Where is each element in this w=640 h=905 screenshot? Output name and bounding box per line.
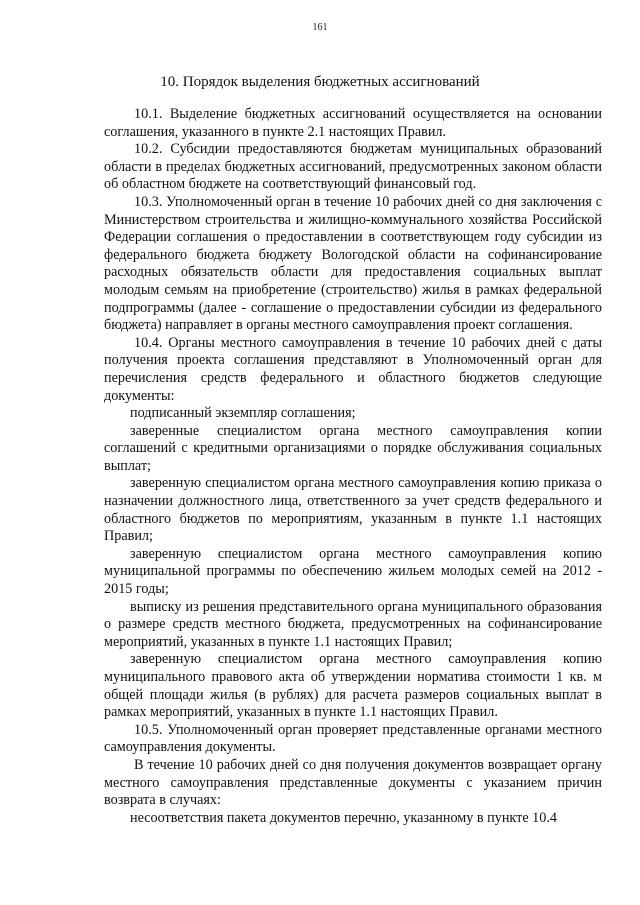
list-item: заверенную специалистом органа местного самоуправления копию муниципальной программы по обеспечению жильем молодых семей на 2012 - 2015 годы;: [104, 545, 602, 598]
paragraph-10-4: 10.4. Органы местного самоуправления в течение 10 рабочих дней с даты получения проекта соглашения представляют в Уполномоченный орган для перечисления средств федерального и областного бюджетов следующие документы:: [104, 334, 602, 404]
list-item: заверенную специалистом органа местного самоуправления копию приказа о назначении должностного лица, ответственного за учет средств федерального и областного бюджетов по мероприятиям, указанным в пункте 1.1 настоящих Правил;: [104, 475, 602, 545]
page-number: 161: [312, 22, 328, 33]
paragraph-return-docs: В течение 10 рабочих дней со дня получения документов возвращает органу местного самоуправления представленные документы с указанием причин возврата в случаях:: [104, 756, 602, 809]
paragraph-10-3: 10.3. Уполномоченный орган в течение 10 рабочих дней со дня заключения с Министерством строительства и жилищно-коммунального хозяйства Российской Федерации соглашения о предоставлении в соответствующем году субсидии из федерального бюджета бюджету Вологодской области на софинансирование расходных обязательств области для предоставления социальных выплат молодым семьям на приобретение (строительство) жилья в рамках федеральной подпрограммы (далее - соглашение о предоставлении субсидии из федерального бюджета) направляет в органы местного самоуправления проект соглашения.: [104, 193, 602, 334]
paragraph-10-5: 10.5. Уполномоченный орган проверяет представленные органами местного самоуправления документы.: [104, 721, 602, 756]
paragraph-10-2: 10.2. Субсидии предоставляются бюджетам муниципальных образований области в пределах бюджетных ассигнований, предусмотренных законом области об областном бюджете на соответствующий финансовый год.: [104, 141, 602, 193]
body-text: [104, 106, 602, 827]
section-heading: 10. Порядок выделения бюджетных ассигнований: [160, 74, 480, 90]
list-item: заверенные специалистом органа местного самоуправления копии соглашений с кредитными организациями о порядке обслуживания социальных выплат;: [104, 422, 602, 474]
list-item: выписку из решения представительного органа муниципального образования о размере средств местного бюджета, предусмотренных на софинансирование мероприятий, указанных в пункте 1.1 настоящих Правил;: [104, 598, 602, 650]
paragraph-10-1: 10.1. Выделение бюджетных ассигнований осуществляется на основании соглашения, указанного в пункте 2.1 настоящих Правил.: [104, 106, 602, 140]
list-item: несоответствия пакета документов перечню, указанному в пункте 10.4: [130, 809, 558, 826]
list-item: подписанный экземпляр соглашения;: [130, 405, 356, 422]
list-item: заверенную специалистом органа местного самоуправления копию муниципального правового акта об утверждении норматива стоимости 1 кв. м общей площади жилья (в рублях) для расчета размеров социальных выплат в рамках мероприятий, указанных в пункте 1.1 настоящих Правил.: [104, 651, 602, 721]
